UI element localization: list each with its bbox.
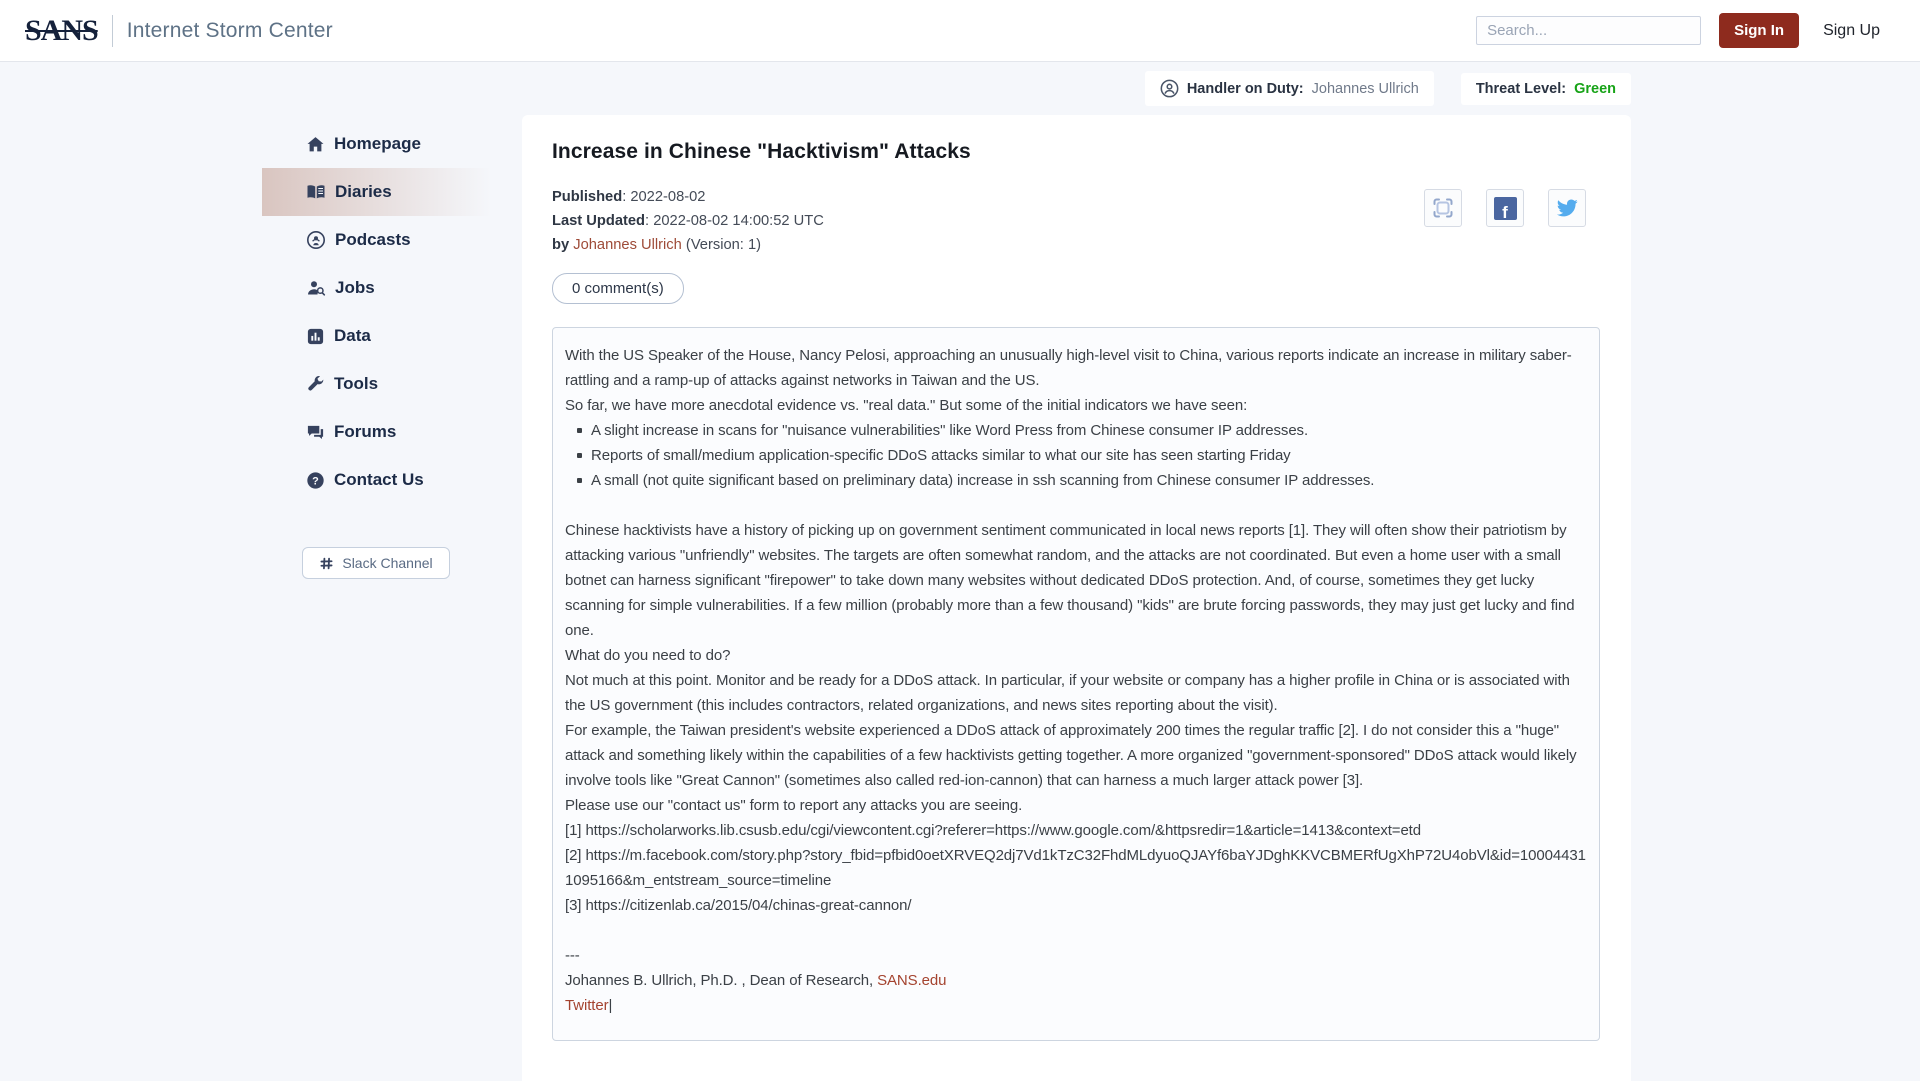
handler-on-duty-chip[interactable] xyxy=(1145,71,1434,106)
paragraph: Chinese hacktivists have a history of picking up on government sentiment communicated in local news reports [1]. They will often show their patriotism by attacking various "unfriendly" websites. The targets are often somewhat random, and the attacks are not coordinated. But even a home user with a small botnet can harness significant "firepower" to take down many websites without dedicated DDoS protection. And, of course, sometimes they get lucky scanning for simple vulnerabilities. If a few million (probably more than a few thousand) "kids" are brute forcing passwords, they may just get lucky and find one. xyxy=(565,522,1575,639)
twitter-share-button[interactable] xyxy=(1548,189,1586,227)
blank-line xyxy=(565,918,1587,943)
paragraph: Not much at this point. Monitor and be ready for a DDoS attack. In particular, if your website or company has a higher profile in China or is associated with the US government (this includes contractors, related organizations, and news sites reporting about the visit). xyxy=(565,672,1570,714)
list-item: Reports of small/medium application-specific DDoS attacks similar to what our site has seen starting Friday xyxy=(565,443,1587,468)
published-line: Published: 2022-08-02 xyxy=(552,189,706,205)
brand xyxy=(25,14,333,48)
list-item: A slight increase in scans for "nuisance vulnerabilities" like Word Press from Chinese consumer IP addresses. xyxy=(565,418,1587,443)
twitter-line: Twitter| xyxy=(565,997,613,1014)
chat-icon xyxy=(306,423,325,442)
site-title: Internet Storm Center xyxy=(126,18,333,42)
threat-label: Threat Level: xyxy=(1475,80,1567,97)
comments-button[interactable]: 0 comment(s) xyxy=(552,273,684,304)
person-search-icon xyxy=(306,278,326,298)
sidebar-item-tools[interactable]: Tools xyxy=(250,360,522,408)
sign-up-link[interactable]: Sign Up xyxy=(1823,21,1880,39)
facebook-share-button[interactable] xyxy=(1486,189,1524,227)
twitter-link[interactable]: Twitter xyxy=(565,997,609,1014)
handler-name: Johannes Ullrich xyxy=(1311,80,1419,97)
last-updated-line: Last Updated: 2022-08-02 14:00:52 UTC xyxy=(552,213,824,229)
list-item: A small (not quite significant based on preliminary data) increase in ssh scanning from Chinese consumer IP addresses. xyxy=(565,468,1587,493)
open-book-icon xyxy=(306,182,326,202)
facebook-icon: f xyxy=(1494,197,1517,220)
status-bar xyxy=(0,62,1920,115)
sans-edu-link[interactable]: SANS.edu xyxy=(877,972,947,989)
article-body xyxy=(552,327,1600,1041)
user-circle-icon xyxy=(1160,79,1179,98)
expand-share-button[interactable] xyxy=(1424,189,1462,227)
sidebar-item-podcasts[interactable]: Podcasts xyxy=(250,216,522,264)
blank-line xyxy=(565,493,1587,518)
signature-divider: --- xyxy=(565,947,580,964)
paragraph: With the US Speaker of the House, Nancy Pelosi, approaching an unusually high-level visit to China, various reports indicate an increase in military saber-rattling and a ramp-up of attacks against networks in Taiwan and the US. xyxy=(565,347,1572,389)
sidebar-item-data[interactable]: Data xyxy=(250,312,522,360)
logo-divider xyxy=(112,15,113,47)
article-card xyxy=(522,115,1631,1081)
sidebar-item-jobs[interactable]: Jobs xyxy=(250,264,522,312)
paragraph: What do you need to do? xyxy=(565,647,731,664)
question-icon xyxy=(306,471,325,490)
home-icon xyxy=(306,135,325,154)
expand-icon xyxy=(1431,196,1455,220)
author-link[interactable]: Johannes Ullrich xyxy=(573,237,682,253)
svg-text:?: ? xyxy=(312,474,319,487)
sidebar-item-contact-us[interactable]: ? Contact Us xyxy=(250,456,522,504)
search-input[interactable] xyxy=(1476,16,1701,45)
share-buttons xyxy=(1424,189,1586,227)
threat-level-chip[interactable] xyxy=(1461,73,1631,105)
sidebar-nav xyxy=(250,115,522,579)
paragraph: Please use our "contact us" form to report any attacks you are seeing. xyxy=(565,797,1023,814)
paragraph: For example, the Taiwan president's website experienced a DDoS attack of approximately 200 times the regular traffic [2]. I do not consider this a "huge" attack and something likely within the capabilities of a few hacktivists getting together. A more organized "government-sponsored" DDoS attack would likely involve tools like "Great Cannon" (sometimes also called red-ion-cannon) that can harness a much larger attack power [3]. xyxy=(565,722,1577,789)
threat-value: Green xyxy=(1574,80,1616,97)
wrench-icon xyxy=(306,375,325,394)
byline: by Johannes Ullrich (Version: 1) xyxy=(552,237,762,253)
sidebar-item-forums[interactable]: Forums xyxy=(250,408,522,456)
paragraph: So far, we have more anecdotal evidence vs. "real data." But some of the initial indicators we have seen: xyxy=(565,397,1248,414)
handler-label: Handler on Duty: xyxy=(1186,80,1304,97)
reference-1: [1] https://scholarworks.lib.csusb.edu/cgi/viewcontent.cgi?referer=https://www.google.com/&httpsredir=1&article=1413&context=etd xyxy=(565,822,1421,839)
slack-channel-button[interactable]: Slack Channel xyxy=(302,547,450,579)
twitter-icon xyxy=(1556,197,1578,219)
sign-in-button[interactable]: Sign In xyxy=(1719,13,1799,48)
sans-logo[interactable]: SANS xyxy=(25,13,98,47)
sidebar-item-homepage[interactable]: Homepage xyxy=(250,120,522,168)
reference-3: [3] https://citizenlab.ca/2015/04/chinas-great-cannon/ xyxy=(565,897,912,914)
top-header xyxy=(0,0,1920,62)
bar-chart-icon xyxy=(306,327,325,346)
slack-icon xyxy=(319,556,334,571)
indicator-list xyxy=(565,418,1587,493)
signature-line: Johannes B. Ullrich, Ph.D. , Dean of Research, SANS.edu xyxy=(565,972,947,989)
article-title: Increase in Chinese "Hacktivism" Attacks xyxy=(552,140,971,163)
sidebar-item-diaries[interactable]: Diaries xyxy=(262,168,522,216)
podcast-icon xyxy=(306,230,326,250)
reference-2: [2] https://m.facebook.com/story.php?story_fbid=pfbid0oetXRVEQ2dj7Vd1kTzC32FhdMLdyuoQJAYf6baYJDghKKVCBMERfUgXhP72U4obVl&id=100044311095166&m_entstream_source=timeline xyxy=(565,847,1586,889)
